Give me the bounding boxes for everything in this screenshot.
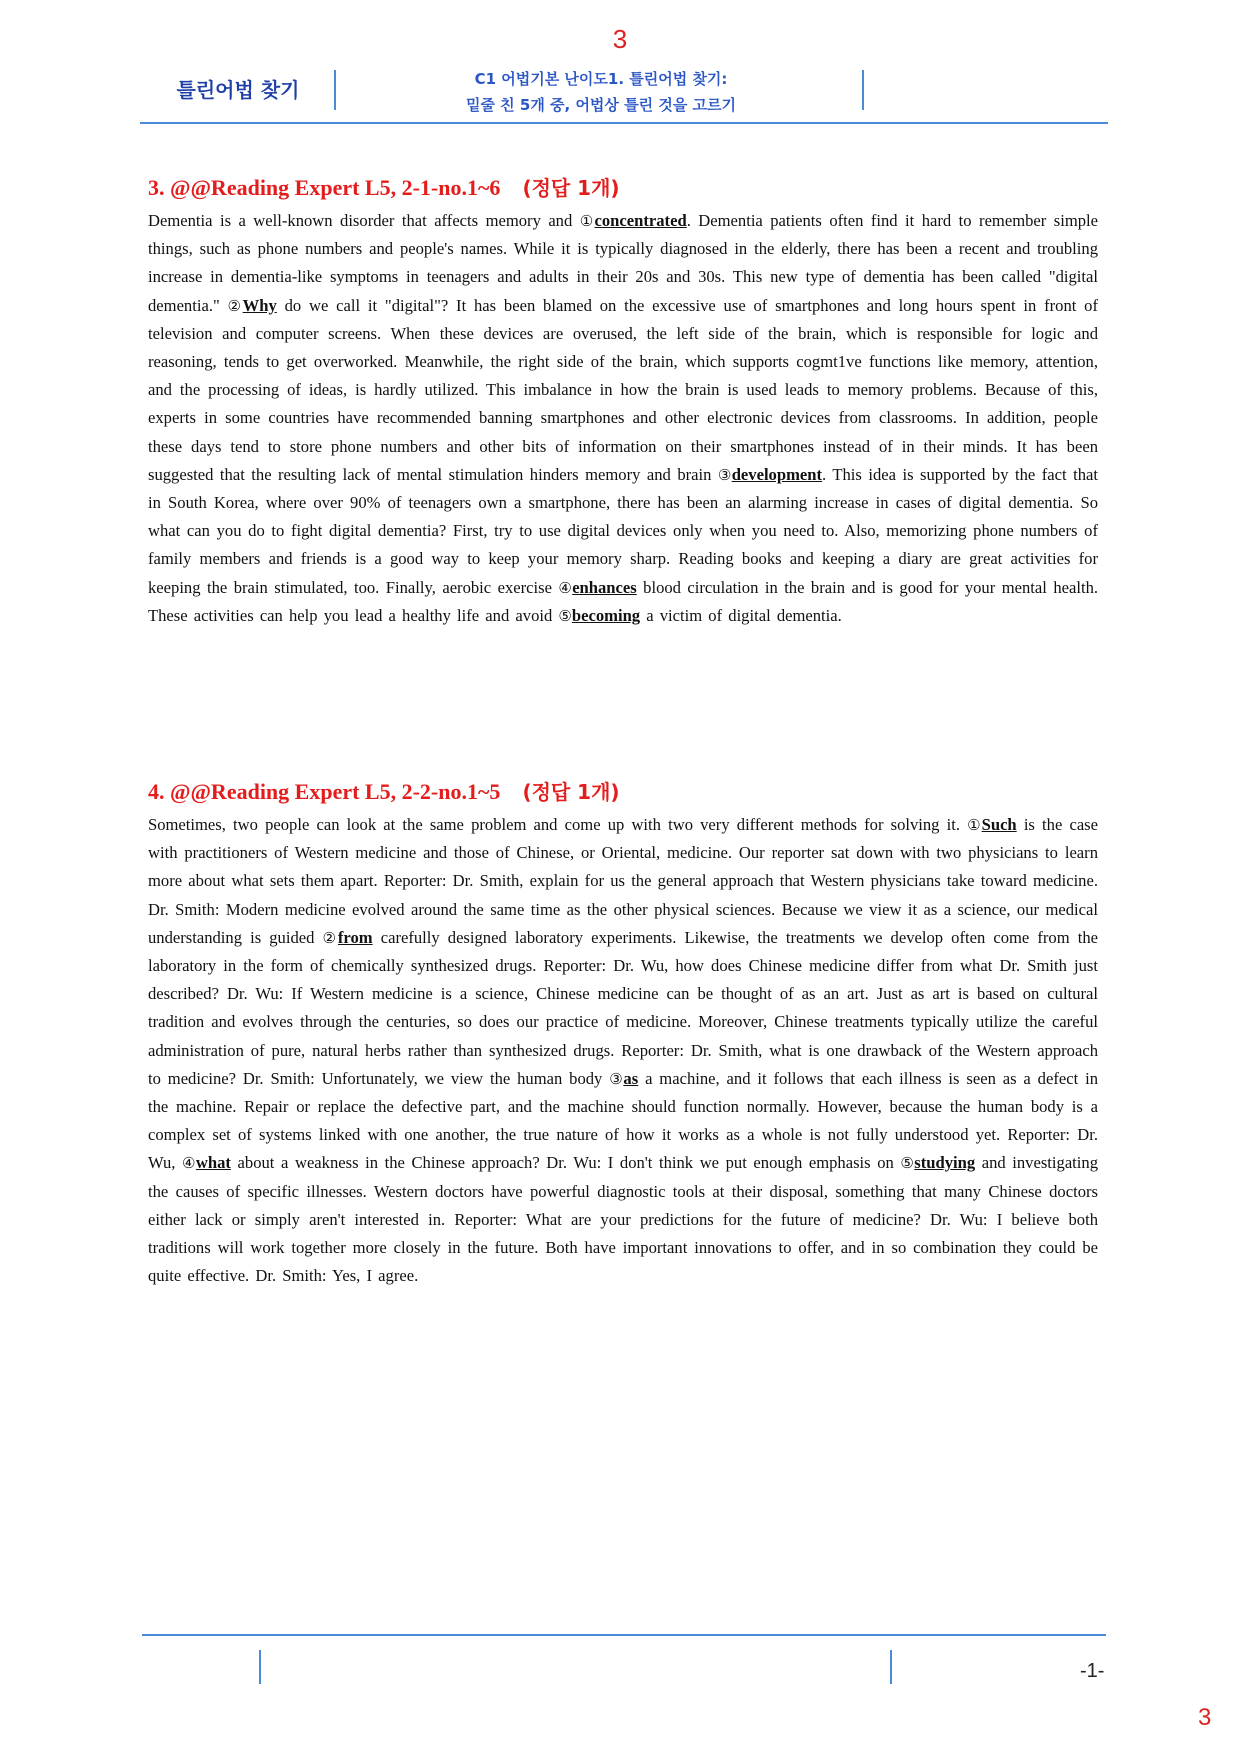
passage-segment: a victim of digital dementia.: [640, 605, 842, 625]
header-line-2: 밑줄 친 5개 중, 어법상 틀린 것을 고르기: [465, 96, 737, 114]
choice-marker-5: ⑤: [558, 606, 572, 625]
choice-marker-1: ①: [967, 816, 982, 834]
page-header: [140, 66, 1108, 124]
underlined-choice-5: becoming: [571, 605, 641, 625]
footer-page-label: -1-: [1080, 1660, 1105, 1682]
choice-marker-1: ①: [579, 212, 595, 230]
header-divider-right: [862, 70, 864, 110]
page-number-top: 3: [612, 24, 628, 54]
choice-marker-2: ②: [322, 928, 338, 947]
answer-note: (정답 1개): [522, 176, 620, 200]
underlined-choice-4: enhances: [572, 577, 637, 597]
passage-segment: Sometimes, two people can look at the same problem and come up with two very different methods for solving it.: [148, 815, 968, 834]
page-number-corner: 3: [1198, 1704, 1212, 1731]
passage-segment: Dementia is a well-known disorder that affects memory and: [148, 211, 580, 230]
section-heading: 3. @@Reading Expert L5, 2-1-no.1~6: [148, 175, 501, 200]
passage-segment: . This idea is supported by the fact that in South Korea, where over 90% of teenagers own a smartphone, there has been an alarming increase in cases of digital dementia. So what can you do to fight digital dementia? First, try to use digital devices only when you need to. Also, memorizing phone numbers of family members and friends is a good way to keep your memory sharp. Reading books and keeping a diary are great activities for keeping the brain stimulated, too. Finally, aerobic exercise: [148, 464, 1098, 597]
footer-divider-left: [259, 1650, 261, 1684]
header-line-1: C1 어법기본 난이도1. 틀린어법 찾기:: [474, 70, 728, 88]
question-section-4: [148, 776, 1098, 1290]
choice-marker-2: ②: [227, 296, 243, 315]
underlined-choice-3: development: [731, 464, 823, 484]
choice-marker-3: ③: [717, 465, 732, 484]
choice-marker-4: ④: [182, 1154, 196, 1173]
underlined-choice-4: what: [195, 1153, 231, 1173]
header-category: 틀린어법 찾기: [176, 78, 300, 102]
section-title: [148, 776, 1098, 805]
choice-marker-5: ⑤: [900, 1154, 915, 1173]
section-heading: 4. @@Reading Expert L5, 2-2-no.1~5: [148, 779, 501, 804]
passage-segment: a machine, and it follows that each illness is seen as a defect in the machine. Repair or replace the defective part, and the machine should function normally. However, because the human body is a complex set of systems linked with one another, the true nature of how it works as a whole is not fully understood yet. Reporter: Dr. Wu,: [148, 1068, 1098, 1173]
choice-marker-3: ③: [609, 1069, 624, 1088]
underlined-choice-1: Such: [981, 815, 1017, 834]
passage-segment: and investigating the causes of specific illnesses. Western doctors have powerful diagnostic tools at their disposal, something that many Chinese doctors either lack or simply aren't interested in. Reporter: What are your predictions for the future of medicine? Dr. Wu: I believe both traditions will work together more closely in the future. Both have important innovations to offer, and in so combination they could be quite effective. Dr. Smith: Yes, I agree.: [148, 1153, 1098, 1286]
choice-marker-4: ④: [558, 578, 573, 597]
section-title: [148, 172, 1098, 201]
passage-segment: . Dementia patients often find it hard to remember simple things, such as phone numbers and people's names. While it is typically diagnosed in the elderly, there has been a recent and troubling increase in dementia-like symptoms in teenagers and adults in their 20s and 30s. This new type of dementia has been called "digital dementia.": [148, 211, 1098, 315]
passage-segment: carefully designed laboratory experiments. Likewise, the treatments we develop often come from the laboratory in the form of chemically synthesized drugs. Reporter: Dr. Wu, how does Chinese medicine differ from what Dr. Smith just described? Dr. Wu: If Western medicine is a science, Chinese medicine can be thought of as an art. Just as art is based on cultural tradition and evolves through the centuries, so does our practice of medicine. Moreover, Chinese treatments typically utilize the careful administration of pure, natural herbs rather than synthesized drugs. Reporter: Dr. Smith, what is one drawback of the Western approach to medicine? Dr. Smith: Unfortunately, we view the human body: [148, 927, 1098, 1088]
footer-rule: [142, 1634, 1106, 1636]
underlined-choice-3: as: [623, 1068, 639, 1088]
passage-segment: about a weakness in the Chinese approach? Dr. Wu: I don't think we put enough emphasis on: [230, 1153, 901, 1173]
underlined-choice-1: concentrated: [594, 211, 687, 230]
header-rule: [140, 122, 1108, 124]
passage-text: [148, 207, 1098, 630]
passage-text: [148, 811, 1098, 1290]
answer-note: (정답 1개): [522, 780, 620, 804]
passage-segment: blood circulation in the brain and is good for your mental health. These activities can help you lead a healthy life and avoid: [148, 577, 1099, 625]
footer-divider-right: [890, 1650, 892, 1684]
question-section-3: [148, 172, 1098, 630]
passage-segment: is the case with practitioners of Western medicine and those of Chinese, or Oriental, medicine. Our reporter sat down with two physicians to learn more about what sets them apart. Reporter: Dr. Smith, explain for us the general approach that Western physicians take toward medicine. Dr. Smith: Modern medicine evolved around the same time as the other physical sciences. Because we view it as a science, our medical understanding is guided: [148, 815, 1099, 947]
underlined-choice-2: Why: [242, 295, 277, 315]
header-description: [336, 66, 866, 114]
passage-segment: do we call it "digital"? It has been blamed on the excessive use of smartphones and long hours spent in front of television and computer screens. When these devices are overused, the left side of the brain, which is responsible for logic and reasoning, tends to get overworked. Meanwhile, the right side of the brain, which supports cogmt1ve functions like memory, attention, and the processing of ideas, is hardly utilized. This imbalance in how the brain is used leads to memory problems. Because of this, experts in some countries have recommended banning smartphones and other electronic devices from classrooms. In addition, people these days tend to store phone numbers and other bits of information on their smartphones instead of in their minds. It has been suggested that the resulting lack of mental stimulation hinders memory and brain: [148, 295, 1098, 484]
underlined-choice-2: from: [337, 927, 373, 947]
underlined-choice-5: studying: [914, 1153, 976, 1173]
